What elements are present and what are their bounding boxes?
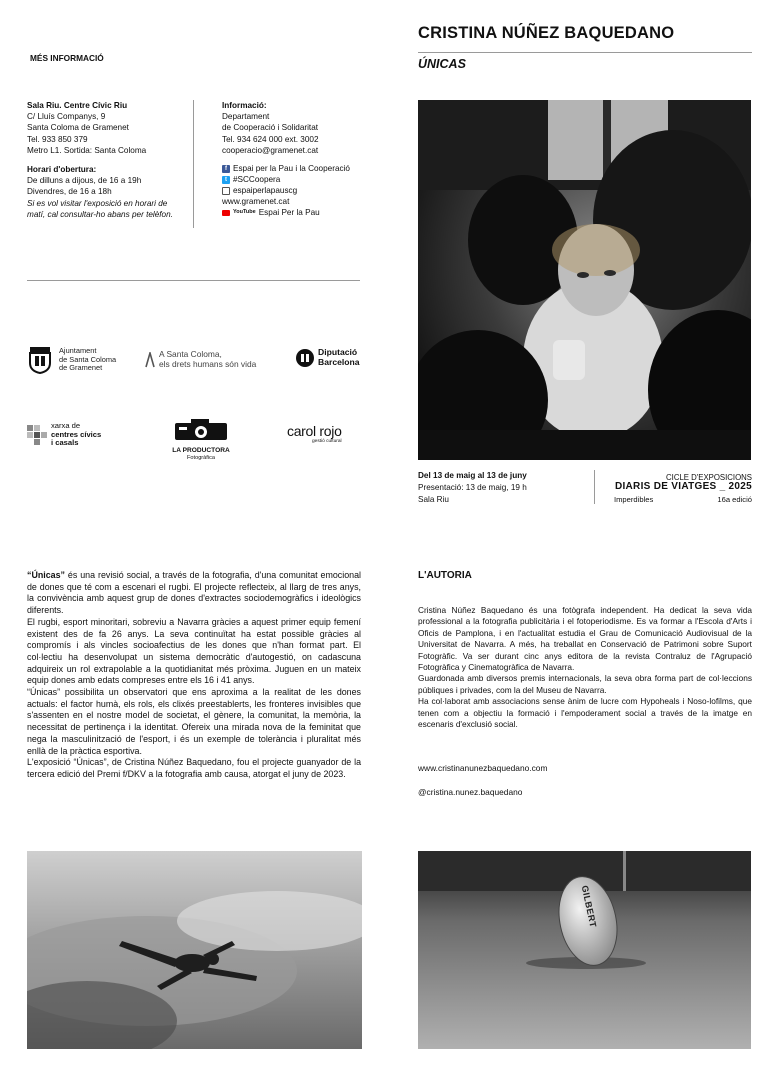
- twitter-icon: t: [222, 176, 230, 184]
- youtube-wordmark: YouTube: [233, 208, 256, 215]
- web-label: www.gramenet.cat: [222, 196, 290, 206]
- logo-drets-humans: [145, 350, 256, 369]
- twitter-link[interactable]: [222, 174, 372, 185]
- cycle-name: DIARIS DE VIATGES _ 2025: [614, 481, 752, 492]
- venue-address: C/ Lluís Companys, 9: [27, 112, 106, 122]
- facebook-link[interactable]: [222, 163, 372, 174]
- description-p3: “Únicas” possibilita un observatori que ens aproxima a la realitat de les dones actuals: el factor humà, els rols, els clixés preestablerts, les fronteres invisibles que s'assenten en el nostre model de societat, el gènere, la comunitat, la memòria, la necessitat de pertinença i la identitat. Ofereix una mirada nova de la feminitat que nega la masculinització de l'esport, i és un exemple de tolerància i pluralitat més enllà de la pràctica esportiva.: [27, 687, 361, 756]
- venue-metro: Metro L1. Sortida: Santa Coloma: [27, 145, 147, 155]
- xarxa-line1: xarxa de: [51, 421, 81, 430]
- logo-la-productora: [170, 418, 232, 461]
- player-in-mud-photo: [27, 851, 362, 1049]
- hours-line2: Divendres, de 16 a 18h: [27, 187, 112, 197]
- productora-line2: Fotogràfica: [187, 455, 215, 461]
- hours-note1: Si es vol visitar l'exposició en horari de: [27, 198, 168, 208]
- authorship-p2: Guardonada amb diversos premis internacionals, la seva obra forma part de col·leccions públiques i privades, com la del Museu de Navarra.: [418, 673, 752, 695]
- cycle-label: CICLE D'EXPOSICIONS: [666, 473, 752, 482]
- description-p1: [27, 570, 361, 617]
- logo-carolrojo: [287, 424, 342, 445]
- venue-phone: Tel. 933 850 379: [27, 134, 88, 144]
- bottom-right-photo: [418, 851, 751, 1049]
- xarxa-line3: i casals: [51, 438, 79, 448]
- venue-city: Santa Coloma de Gramenet: [27, 123, 129, 133]
- description-p2: El rugbi, esport minoritari, sobreviu a Navarra gràcies a aquest primer equip femení existent des de fa 26 anys. La seva continuïtat ha estat possible gràcies al compromís i als vincles socioafectius de les dones que n'han format part. El col·lectiu ha desenvolupat un sistema democràtic d'autogestió, on cadascuna adquireix un rol extrapolable a la quotidianitat més pròxima. Juguen en un mateix equip dones amb edats compreses entre els 16 i 41 anys.: [27, 616, 361, 686]
- productora-line1: LA PRODUCTORA: [172, 447, 230, 454]
- youtube-label: Espai Per la Pau: [258, 207, 320, 217]
- authorship-title: L'AUTORIA: [418, 570, 472, 581]
- facebook-icon: f: [222, 165, 230, 173]
- authorship-p3: Ha col·laborat amb associacions sense ànim de lucre com Hypoheals i Noso-lofilms, que tenen com a objectiu la formació i l'empoderament social a través de la imatge en escenaris d'exclusió social.: [418, 696, 752, 730]
- twitter-label: #SCCoopera: [233, 174, 281, 184]
- xarxa-icon: [27, 425, 47, 445]
- ball-label: GILBERT: [579, 884, 599, 929]
- contact-phone: Tel. 934 624 000 ext. 3002: [222, 134, 319, 144]
- carolrojo-line1: carol rojo: [287, 423, 342, 439]
- xarxa-line2: centres cívics: [51, 429, 102, 439]
- drets-line1: A Santa Coloma,: [159, 349, 222, 359]
- ajuntament-line1: Ajuntament: [59, 346, 97, 356]
- diputacio-line2: Barcelona: [318, 356, 360, 367]
- instagram-label: espaiperlapauscg: [233, 185, 298, 195]
- contact-title: Informació:: [222, 101, 267, 110]
- ajuntament-line2: de Santa Coloma: [59, 354, 117, 364]
- logo-xarxa: [27, 422, 101, 448]
- ajuntament-shield-icon: [27, 346, 53, 374]
- bottom-left-photo: [27, 851, 362, 1049]
- event-venue: Sala Riu: [418, 495, 449, 504]
- logo-ajuntament: [27, 346, 116, 374]
- author-website[interactable]: www.cristinanunezbaquedano.com: [418, 763, 548, 773]
- exhibition-title: ÚNICAS: [418, 57, 466, 71]
- diputacio-icon: [296, 349, 314, 367]
- authorship-p1: Cristina Núñez Baquedano és una fotògrafa independent. Ha dedicat la seva vida professional a la fotografia publicitària i el fotoperiodisme. Es va formar a l'Escola d'Arts i Oficis de Pamplona, i en l'actualitat estudia el Grau de Comunicació Audiovisual de la Universitat de Navarra. A més, ha treballat en Conservació de Patrimoni sobre Suport Fotogràfic. Va ser durant cinc anys editora de la revista Contraluz de l'Agrupació Fotogràfica y Cinematogràfica de Navarra.: [418, 605, 752, 673]
- diputacio-line1: Diputació: [318, 347, 358, 357]
- rugby-players-photo: [418, 100, 751, 460]
- event-dates: Del 13 de maig al 13 de juny: [418, 471, 527, 480]
- hours-title: Horari d'obertura:: [27, 165, 97, 175]
- info-divider: [193, 100, 194, 228]
- hours-note2: matí, cal consultar-ho abans per telèfon.: [27, 209, 173, 219]
- drets-line2: els drets humans són vida: [159, 358, 257, 369]
- header-divider: [418, 52, 752, 53]
- camera-icon: [173, 418, 229, 442]
- rugby-ball-photo: [418, 851, 751, 1049]
- venue-block: [27, 100, 197, 220]
- cycle-edition: 16a edició: [717, 495, 752, 504]
- drets-humans-icon: [145, 352, 155, 368]
- artist-name: CRISTINA NÚÑEZ BAQUEDANO: [418, 24, 675, 42]
- cycle-sub: Imperdibles: [614, 495, 654, 504]
- web-link[interactable]: [222, 196, 372, 207]
- logo-diputacio: [296, 348, 360, 368]
- description-block: [27, 570, 361, 781]
- youtube-link[interactable]: [222, 207, 372, 218]
- event-divider: [594, 470, 595, 504]
- facebook-label: Espai per la Pau i la Cooperació: [233, 163, 350, 173]
- event-presentation: Presentació: 13 de maig, 19 h: [418, 483, 527, 492]
- contact-block: [222, 100, 372, 218]
- authorship-block: [418, 605, 752, 730]
- description-p1-text: és una revisió social, a través de la fotografia, d'una comunitat emocional de dones que té com a escenari el rugbi. El projecte reflecteix, al llarg de tres anys, la convivència amb aquest grup de dones d'extractes sociodemogràfics i ideològics diferents.: [27, 570, 361, 616]
- description-p1-lead: “Únicas”: [27, 570, 65, 580]
- info-bottom-divider: [27, 280, 360, 281]
- venue-name: Sala Riu. Centre Cívic Riu: [27, 101, 128, 110]
- hours-line1: De dilluns a dijous, de 16 a 19h: [27, 176, 142, 186]
- instagram-link[interactable]: [222, 185, 372, 196]
- youtube-icon: [222, 210, 230, 216]
- description-p4: L'exposició “Únicas”, de Cristina Núñez Baquedano, fou el projecte guanyador de la tercera edició del Premi f/DKV a la fotografia amb causa, atorgat el juny de 2023.: [27, 757, 361, 779]
- carolrojo-line2: gestió cultural: [311, 439, 342, 444]
- instagram-icon: [222, 187, 230, 195]
- contact-dept2: de Cooperació i Solidaritat: [222, 123, 319, 133]
- main-photo: [418, 100, 751, 460]
- info-section-title: MÉS INFORMACIÓ: [30, 53, 104, 63]
- ajuntament-line3: de Gramenet: [59, 363, 103, 373]
- contact-dept1: Departament: [222, 112, 270, 122]
- contact-email[interactable]: cooperacio@gramenet.cat: [222, 145, 319, 155]
- author-instagram[interactable]: @cristina.nunez.baquedano: [418, 787, 523, 797]
